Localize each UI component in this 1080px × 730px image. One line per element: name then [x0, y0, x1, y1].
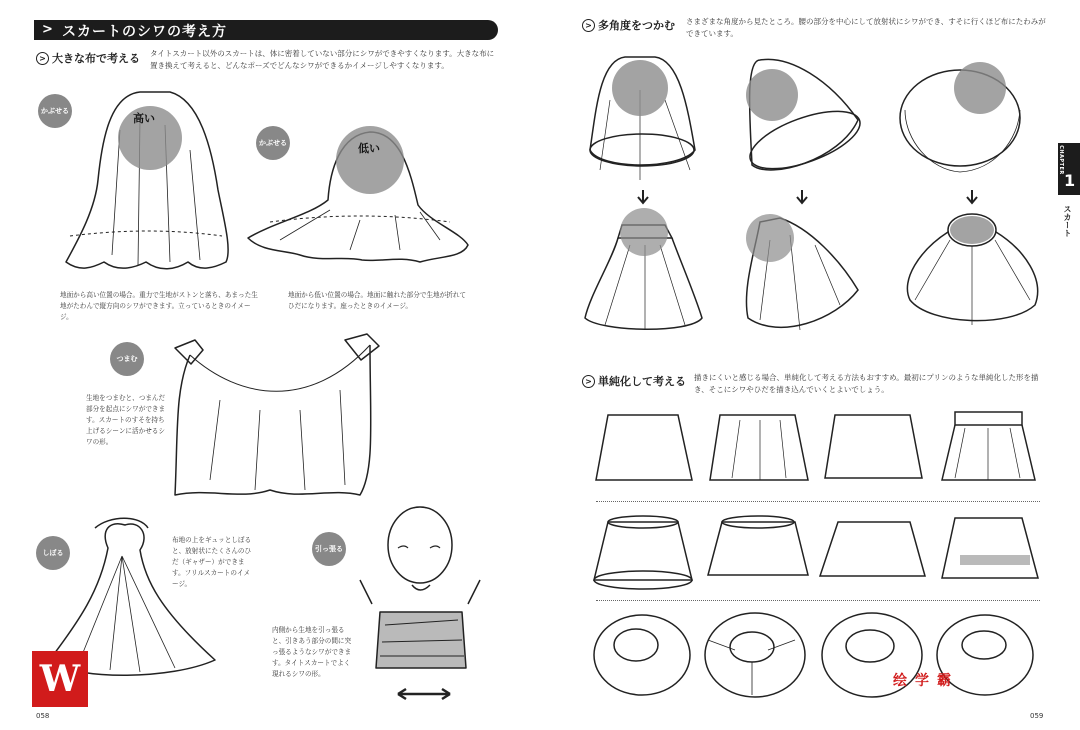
section-heading-multi-angle: [582, 17, 675, 33]
pinch-cloth-illustration: [175, 334, 379, 495]
section-heading-simplify: [582, 373, 686, 389]
label-low: 低い: [358, 142, 380, 155]
section-chevron-icon: >: [582, 19, 595, 32]
section-description: さまざまな角度から見たところ。腰の部分を中心にして放射状にシワができ、すそに行くほど布にたわみができています。: [686, 17, 1046, 38]
chapter-label: CHAPTER: [1057, 145, 1064, 175]
caption-tsumamu: 生地をつまむと、つまんだ部分を起点にシワができます。スカートのすそを持ち上げるシーンに活かせるシワの形。: [86, 394, 166, 446]
section-chevron-icon: >: [36, 52, 49, 65]
divider: [596, 600, 1040, 601]
section-title: 単純化して考える: [598, 375, 686, 388]
bubble-kabuseru-1: かぶせる: [38, 94, 72, 128]
divider: [596, 501, 1040, 502]
bubble-tsumamu: つまむ: [110, 342, 144, 376]
watermark-text: 绘学霸: [893, 673, 959, 689]
bubble-kabuseru-2: かぶせる: [256, 126, 290, 160]
section-title: 多角度をつかむ: [598, 19, 675, 32]
bubble-hipparu: 引っ張る: [312, 532, 346, 566]
caption-kabuseru-2: 地面から低い位置の場合。地面に触れた部分で生地が折れてひだになります。座ったときのイメージ。: [288, 291, 467, 310]
arrows-down: [638, 190, 977, 203]
chapter-number: 1: [1064, 171, 1076, 190]
chevron-right-icon: >: [42, 22, 53, 37]
section-chevron-icon: >: [582, 375, 595, 388]
caption-shiboru: 布地の上をギュッとしぼると、放射状にたくさんのひだ（ギャザー）ができます。フリルスカートのイメージ。: [172, 536, 252, 588]
pull-cloth-character-illustration: [360, 507, 480, 699]
bubble-shiboru: しぼる: [36, 536, 70, 570]
caption-kabuseru-1: 地面から高い位置の場合。重力で生地がストンと落ち、あまった生地がたわんで縦方向のシワができます。立っているときのイメージ。: [60, 291, 258, 321]
banner-title: スカートのシワの考え方: [62, 24, 227, 40]
section-title: 大きな布で考える: [52, 52, 140, 65]
site-logo: W: [32, 651, 88, 707]
low-point-highlight: [336, 126, 404, 194]
label-high: 高い: [133, 112, 155, 125]
caption-hipparu: 内側から生地を引っ張ると、引きあう部分の間に突っ張るようなシワができます。タイトスカートでよく現れるシワの形。: [272, 626, 352, 678]
simplify-grid: [594, 412, 1038, 697]
side-section-label: スカート: [1063, 205, 1072, 237]
chapter-tab: [1058, 143, 1080, 195]
section-description: タイトスカート以外のスカートは、体に密着していない部分にシワができやすくなります。大きな布に置き換えて考えると、どんなポーズでどんなシワができるかイメージしやすくなります。: [150, 49, 495, 70]
page-number-right: 059: [1030, 712, 1044, 720]
section-description: 描きにくいと感じる場合、単純化して考える方法もおすすめ。最初にプリンのような単純化した形を描き、そこにシワやひだを描き込んでいくとよいでしょう。: [694, 373, 1039, 394]
page-number-left: 058: [36, 712, 50, 720]
